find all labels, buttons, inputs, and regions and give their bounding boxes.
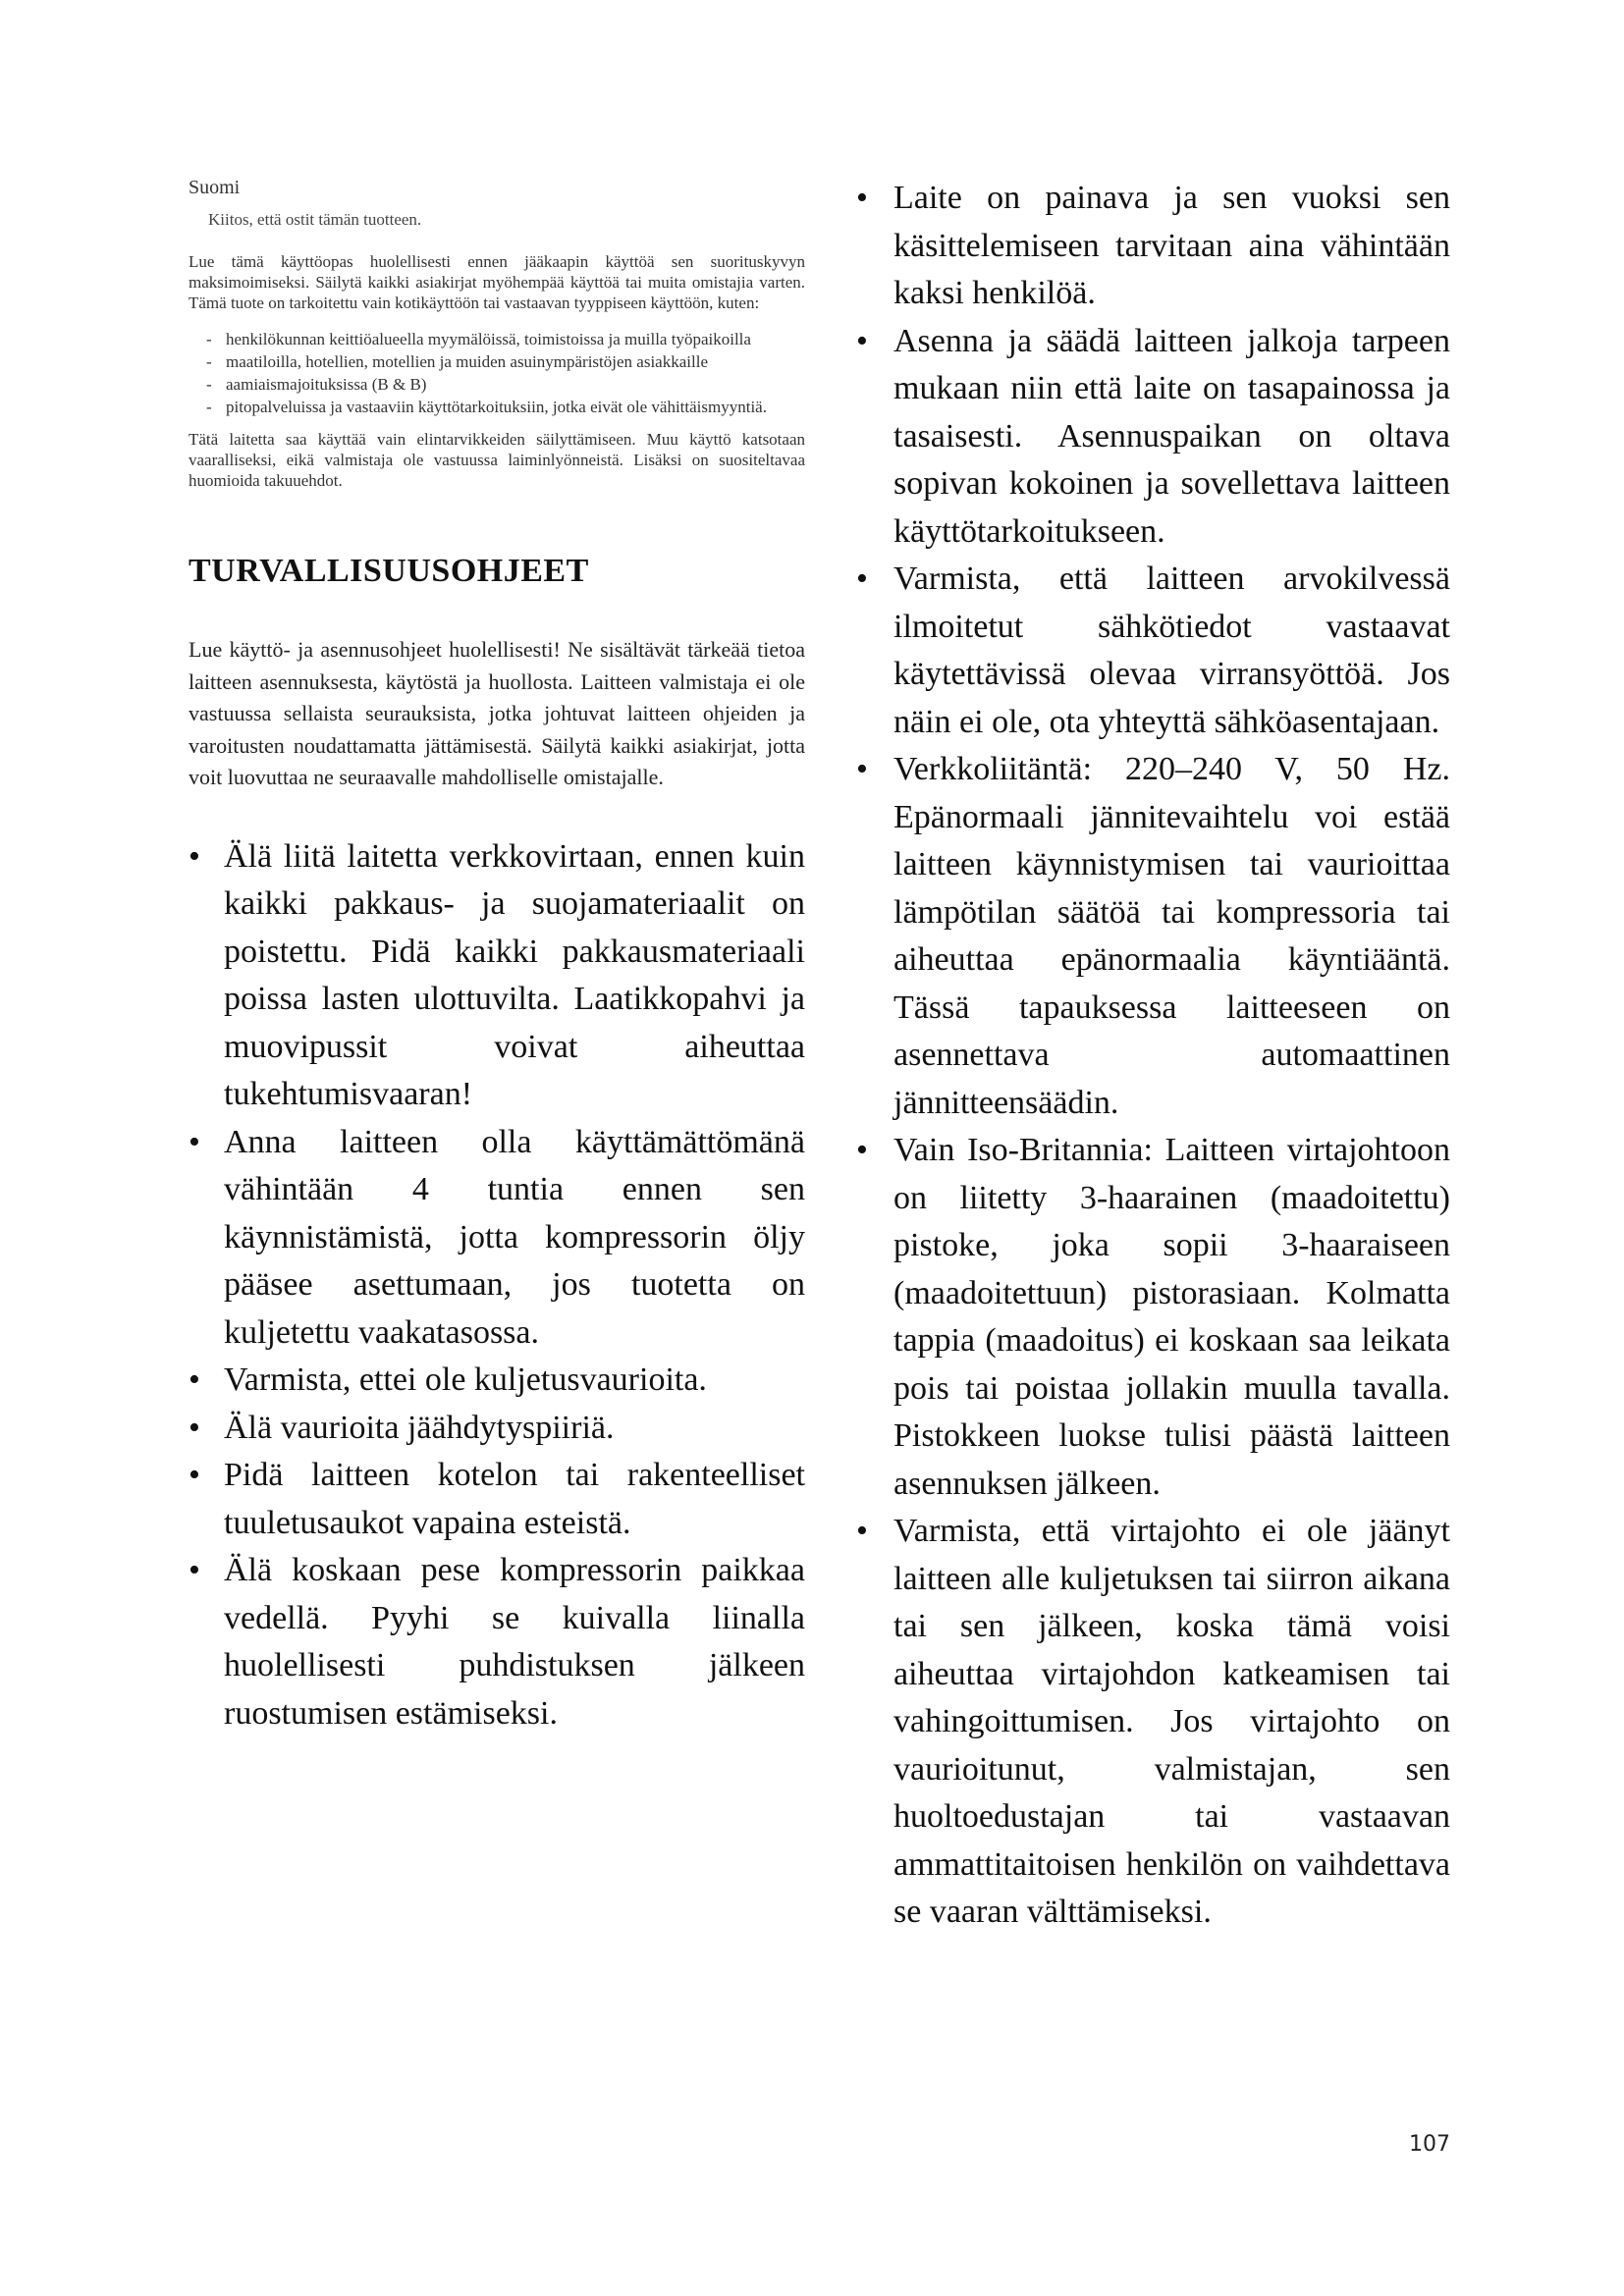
usage-list — [189, 329, 805, 417]
left-column — [189, 175, 805, 1737]
bullet-icon: • — [189, 1362, 200, 1398]
bullet-icon: • — [856, 561, 868, 597]
bullet-text: Anna laitteen olla käyttämättömänä vähintään 4 tuntia ennen sen käynnistämistä, jotta kompressorin öljy pääsee asettumaan, jos tuotetta on kuljetettu vaakatasossa. — [224, 1123, 805, 1351]
bullet-text: Älä koskaan pese kompressorin paikkaa vedellä. Pyyhi se kuivalla liinalla huolellisesti puhdistuksen jälkeen ruostumisen estämiseksi. — [224, 1552, 805, 1732]
bullet-text: Asenna ja säädä laitteen jalkoja tarpeen mukaan niin että laite on tasapainossa ja tasaisesti. Asennuspaikan on oltava sopivan kokoinen ja sovellettava laitteen käyttötarkoitukseen. — [893, 322, 1450, 550]
bullet-icon: • — [189, 1123, 200, 1160]
bullet-text: Vain Iso-Britannia: Laitteen virtajohtoon on liitetty 3-haarainen (maadoitettu) pistoke, joka sopii 3-haaraiseen (maadoitettuun) pistorasiaan. Kolmatta tappia (maadoitus) ei koskaan saa leikata pois tai poistaa jollakin muulla tavalla. Pistokkeen luokse tulisi päästä laitteen asennuksen jälkeen. — [893, 1132, 1450, 1502]
list-item — [189, 1452, 805, 1547]
instructions-paragraph: Lue käyttö- ja asennusohjeet huolellisesti! Ne sisältävät tärkeää tietoa laitteen asennuksesta, käytöstä ja huollosta. Laitteen valmistaja ei ole vastuussa sellaista seurauksista, jotka johtuvat laitteen ohjeiden ja varoitusten noudattamatta jättämisestä. Säilytä kaikki asiakirjat, jotta voit luovuttaa ne seuraavalle mahdolliselle omistajalle. — [189, 637, 805, 789]
bullet-icon: • — [856, 180, 868, 216]
intro-paragraph: Lue tämä käyttöopas huolellisesti ennen jääkaapin käyttöä sen suorituskyvyn maksimoimiseksi. Säilytä kaikki asiakirjat myöhempää käyttöä tai muita omistajia varten. Tämä tuote on tarkoitettu vain kotikäyttöön tai vastaavan tyyppiseen käyttöön, kuten: — [189, 252, 805, 312]
list-item — [189, 1405, 805, 1453]
list-item — [856, 1508, 1450, 1937]
list-item: - aamiaismajoituksissa (B & B) — [206, 374, 805, 395]
list-item: - henkilökunnan keittiöalueella myymälöissä, toimistoissa ja muilla työpaikoilla — [206, 329, 805, 349]
bullet-icon: • — [189, 837, 200, 875]
bullet-icon: • — [189, 1409, 200, 1446]
bullet-icon: • — [189, 1457, 200, 1493]
right-bullet-list — [856, 175, 1450, 1937]
list-item: - maatiloilla, hotellien, motellien ja muiden asuinympäristöjen asiakkaille — [206, 351, 805, 372]
bullet-icon: • — [856, 1132, 868, 1168]
usage-note-paragraph: Tätä laitetta saa käyttää vain elintarvikkeiden säilyttämiseen. Muu käyttö katsotaan vaaralliseksi, eikä valmistaja ole vastuussa laiminlyönneistä. Lisäksi on suositeltavaa huomioida takuuehdot. — [189, 430, 805, 490]
list-item — [189, 833, 805, 1119]
language-label: Suomi — [189, 177, 241, 198]
page-number: 107 — [1409, 2132, 1450, 2157]
thanks-text: Kiitos, että ostit tämän tuotteen. — [208, 210, 422, 229]
bullet-icon: • — [856, 1513, 868, 1549]
bullet-icon: • — [856, 322, 868, 359]
list-item — [189, 1547, 805, 1737]
list-item — [189, 1357, 805, 1405]
left-bullet-list — [189, 833, 805, 1738]
list-item: - pitopalveluissa ja vastaaviin käyttötarkoituksiin, jotka eivät ole vähittäismyyntiä. — [206, 397, 805, 417]
list-item — [189, 1119, 805, 1358]
section-heading: TURVALLISUUSOHJEET — [189, 553, 589, 589]
bullet-text: Älä liitä laitetta verkkovirtaan, ennen kuin kaikki pakkaus- ja suojamateriaalit on poistettu. Pidä kaikki pakkausmateriaali poissa lasten ulottuvilta. Laatikkopahvi ja muovipussit voivat aiheuttaa tukehtumisvaaran! — [224, 837, 805, 1112]
bullet-icon: • — [856, 751, 868, 787]
bullet-text: Varmista, ettei ole kuljetusvaurioita. — [224, 1362, 707, 1398]
list-item — [856, 175, 1450, 318]
bullet-text: Laite on painava ja sen vuoksi sen käsittelemiseen tarvitaan aina vähintään kaksi henkilöä. — [893, 180, 1450, 311]
right-column — [856, 175, 1450, 1937]
bullet-text: Varmista, että virtajohto ei ole jäänyt laitteen alle kuljetuksen tai siirron aikana tai sen jälkeen, koska tämä voisi aiheuttaa virtajohdon katkeamisen tai vahingoittumisen. Jos virtajohto on vaurioitunut, valmistajan, sen huoltoedustajan tai vastaavan ammattitaitoisen henkilön on vaihdettava se vaaran välttämiseksi. — [893, 1513, 1450, 1930]
bullet-text: Varmista, että laitteen arvokilvessä ilmoitetut sähkötiedot vastaavat käytettävissä olevaa virransyöttöä. Jos näin ei ole, ota yhteyttä sähköasentajaan. — [893, 561, 1450, 740]
bullet-text: Älä vaurioita jäähdytyspiiriä. — [224, 1409, 615, 1446]
bullet-text: Pidä laitteen kotelon tai rakenteelliset tuuletusaukot vapaina esteistä. — [224, 1457, 805, 1541]
list-item — [856, 1127, 1450, 1508]
list-item — [856, 318, 1450, 557]
list-item — [856, 556, 1450, 746]
bullet-text: Verkkoliitäntä: 220–240 V, 50 Hz. Epänormaali jännitevaihtelu voi estää laitteen käynnistymisen tai vaurioittaa lämpötilan säätöä tai kompressoria tai aiheuttaa epänormaalia käyntiääntä. Tässä tapauksessa laitteeseen on asennettava automaattinen jännitteensäädin. — [893, 751, 1450, 1121]
list-item — [856, 746, 1450, 1127]
bullet-icon: • — [189, 1552, 200, 1588]
